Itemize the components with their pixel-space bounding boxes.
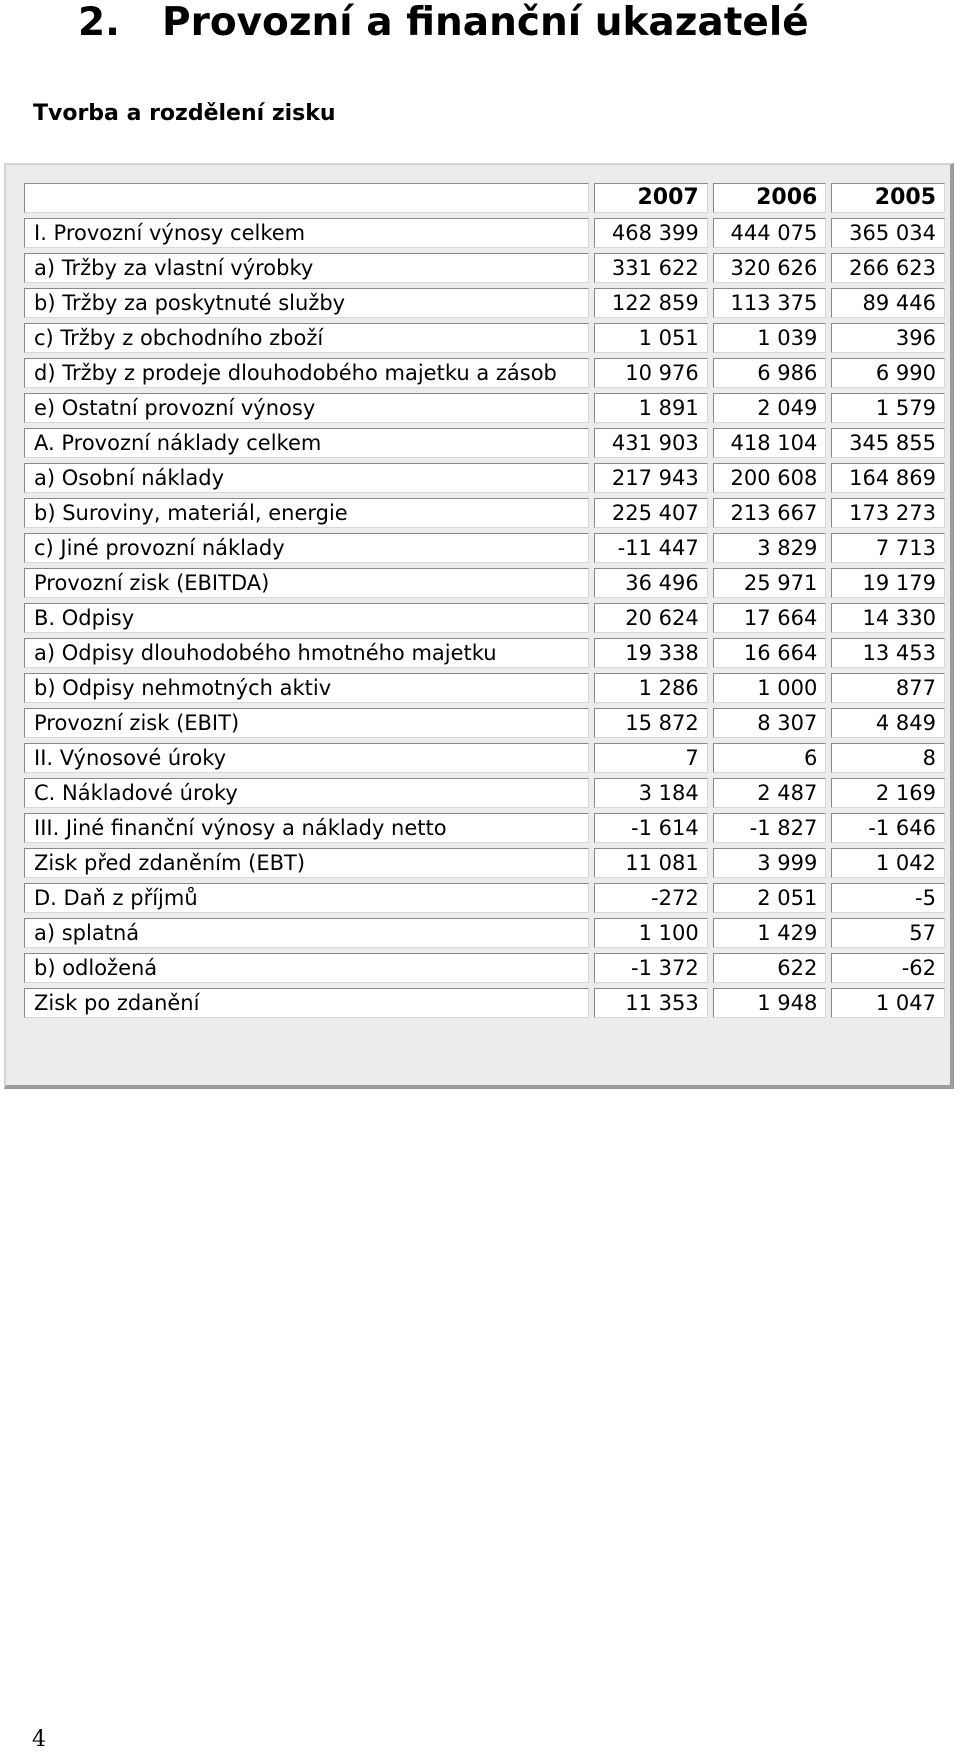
row-label-cell: D. Daň z příjmů — [24, 883, 589, 913]
row-value-cell: 320 626 — [713, 253, 827, 283]
row-value-cell: 113 375 — [713, 288, 827, 318]
row-value-cell: 1 429 — [713, 918, 827, 948]
row-label-cell: a) Odpisy dlouhodobého hmotného majetku — [24, 638, 589, 668]
row-value-cell: 418 104 — [713, 428, 827, 458]
row-value-cell: 1 891 — [594, 393, 708, 423]
table-row — [24, 498, 945, 528]
row-value-cell: 20 624 — [594, 603, 708, 633]
table-row — [24, 813, 945, 843]
row-value-cell: 2 169 — [831, 778, 945, 808]
row-value-cell: 1 042 — [831, 848, 945, 878]
row-value-cell: 345 855 — [831, 428, 945, 458]
row-value-cell: 217 943 — [594, 463, 708, 493]
row-label-cell: b) Tržby za poskytnuté služby — [24, 288, 589, 318]
row-value-cell: -5 — [831, 883, 945, 913]
table-row — [24, 918, 945, 948]
row-value-cell: 16 664 — [713, 638, 827, 668]
row-value-cell: 57 — [831, 918, 945, 948]
row-value-cell: 6 986 — [713, 358, 827, 388]
table-row — [24, 708, 945, 738]
financial-table — [19, 178, 950, 1023]
table-frame — [4, 163, 954, 1089]
table-row — [24, 883, 945, 913]
section-number: 2. — [78, 0, 120, 45]
table-header-row — [24, 183, 945, 213]
table-row — [24, 463, 945, 493]
row-value-cell: 10 976 — [594, 358, 708, 388]
row-label-cell: Zisk před zdaněním (EBT) — [24, 848, 589, 878]
header-year-2006: 2006 — [713, 183, 827, 213]
table-row — [24, 778, 945, 808]
table-row — [24, 953, 945, 983]
row-value-cell: 14 330 — [831, 603, 945, 633]
row-value-cell: 8 — [831, 743, 945, 773]
row-value-cell: 877 — [831, 673, 945, 703]
row-label-cell: Zisk po zdanění — [24, 988, 589, 1018]
row-value-cell: 122 859 — [594, 288, 708, 318]
row-value-cell: 11 353 — [594, 988, 708, 1018]
row-value-cell: -11 447 — [594, 533, 708, 563]
row-label-cell: A. Provozní náklady celkem — [24, 428, 589, 458]
row-value-cell: 1 579 — [831, 393, 945, 423]
row-value-cell: 19 179 — [831, 568, 945, 598]
row-label-cell: Provozní zisk (EBITDA) — [24, 568, 589, 598]
section-heading — [78, 0, 809, 46]
row-value-cell: 15 872 — [594, 708, 708, 738]
row-label-cell: c) Tržby z obchodního zboží — [24, 323, 589, 353]
row-value-cell: 6 990 — [831, 358, 945, 388]
row-label-cell: a) Osobní náklady — [24, 463, 589, 493]
header-year-2005: 2005 — [831, 183, 945, 213]
row-value-cell: 6 — [713, 743, 827, 773]
header-label-cell — [24, 183, 589, 213]
row-label-cell: c) Jiné provozní náklady — [24, 533, 589, 563]
row-value-cell: 1 948 — [713, 988, 827, 1018]
row-value-cell: 225 407 — [594, 498, 708, 528]
row-value-cell: 13 453 — [831, 638, 945, 668]
row-label-cell: C. Nákladové úroky — [24, 778, 589, 808]
row-value-cell: -62 — [831, 953, 945, 983]
row-value-cell: -1 827 — [713, 813, 827, 843]
row-label-cell: b) Odpisy nehmotných aktiv — [24, 673, 589, 703]
row-value-cell: 3 999 — [713, 848, 827, 878]
row-value-cell: 36 496 — [594, 568, 708, 598]
row-value-cell: 444 075 — [713, 218, 827, 248]
row-value-cell: 1 051 — [594, 323, 708, 353]
table-row — [24, 568, 945, 598]
row-value-cell: 4 849 — [831, 708, 945, 738]
table-row — [24, 603, 945, 633]
table-row — [24, 218, 945, 248]
row-value-cell: 468 399 — [594, 218, 708, 248]
row-value-cell: 3 829 — [713, 533, 827, 563]
row-value-cell: 1 286 — [594, 673, 708, 703]
row-value-cell: 7 — [594, 743, 708, 773]
row-value-cell: 173 273 — [831, 498, 945, 528]
row-value-cell: 164 869 — [831, 463, 945, 493]
row-value-cell: -1 614 — [594, 813, 708, 843]
row-label-cell: b) Suroviny, materiál, energie — [24, 498, 589, 528]
row-value-cell: 2 487 — [713, 778, 827, 808]
row-value-cell: -272 — [594, 883, 708, 913]
row-value-cell: 11 081 — [594, 848, 708, 878]
table-row — [24, 428, 945, 458]
row-value-cell: 200 608 — [713, 463, 827, 493]
row-label-cell: Provozní zisk (EBIT) — [24, 708, 589, 738]
table-row — [24, 393, 945, 423]
row-label-cell: e) Ostatní provozní výnosy — [24, 393, 589, 423]
row-value-cell: 331 622 — [594, 253, 708, 283]
row-value-cell: 1 039 — [713, 323, 827, 353]
table-row — [24, 638, 945, 668]
row-label-cell: d) Tržby z prodeje dlouhodobého majetku a zásob — [24, 358, 589, 388]
row-value-cell: 1 100 — [594, 918, 708, 948]
row-label-cell: I. Provozní výnosy celkem — [24, 218, 589, 248]
row-value-cell: 2 049 — [713, 393, 827, 423]
row-value-cell: -1 646 — [831, 813, 945, 843]
row-value-cell: 213 667 — [713, 498, 827, 528]
row-label-cell: b) odložená — [24, 953, 589, 983]
row-value-cell: 622 — [713, 953, 827, 983]
row-value-cell: 89 446 — [831, 288, 945, 318]
table-row — [24, 533, 945, 563]
table-row — [24, 848, 945, 878]
table-row — [24, 358, 945, 388]
row-value-cell: -1 372 — [594, 953, 708, 983]
row-value-cell: 17 664 — [713, 603, 827, 633]
row-value-cell: 3 184 — [594, 778, 708, 808]
table-row — [24, 253, 945, 283]
row-label-cell: III. Jiné finanční výnosy a náklady netto — [24, 813, 589, 843]
row-label-cell: B. Odpisy — [24, 603, 589, 633]
row-value-cell: 7 713 — [831, 533, 945, 563]
table-row — [24, 323, 945, 353]
page-number: 4 — [32, 1727, 46, 1752]
row-label-cell: a) splatná — [24, 918, 589, 948]
section-title: Provozní a finanční ukazatelé — [162, 0, 809, 45]
row-value-cell: 8 307 — [713, 708, 827, 738]
row-value-cell: 431 903 — [594, 428, 708, 458]
table-subheading: Tvorba a rozdělení zisku — [33, 101, 336, 126]
row-label-cell: II. Výnosové úroky — [24, 743, 589, 773]
financial-table-body — [24, 183, 945, 1018]
row-value-cell: 1 047 — [831, 988, 945, 1018]
row-value-cell: 19 338 — [594, 638, 708, 668]
row-value-cell: 2 051 — [713, 883, 827, 913]
table-row — [24, 288, 945, 318]
table-row — [24, 673, 945, 703]
row-value-cell: 25 971 — [713, 568, 827, 598]
row-label-cell: a) Tržby za vlastní výrobky — [24, 253, 589, 283]
row-value-cell: 365 034 — [831, 218, 945, 248]
header-year-2007: 2007 — [594, 183, 708, 213]
table-row — [24, 988, 945, 1018]
table-row — [24, 743, 945, 773]
row-value-cell: 396 — [831, 323, 945, 353]
row-value-cell: 266 623 — [831, 253, 945, 283]
row-value-cell: 1 000 — [713, 673, 827, 703]
